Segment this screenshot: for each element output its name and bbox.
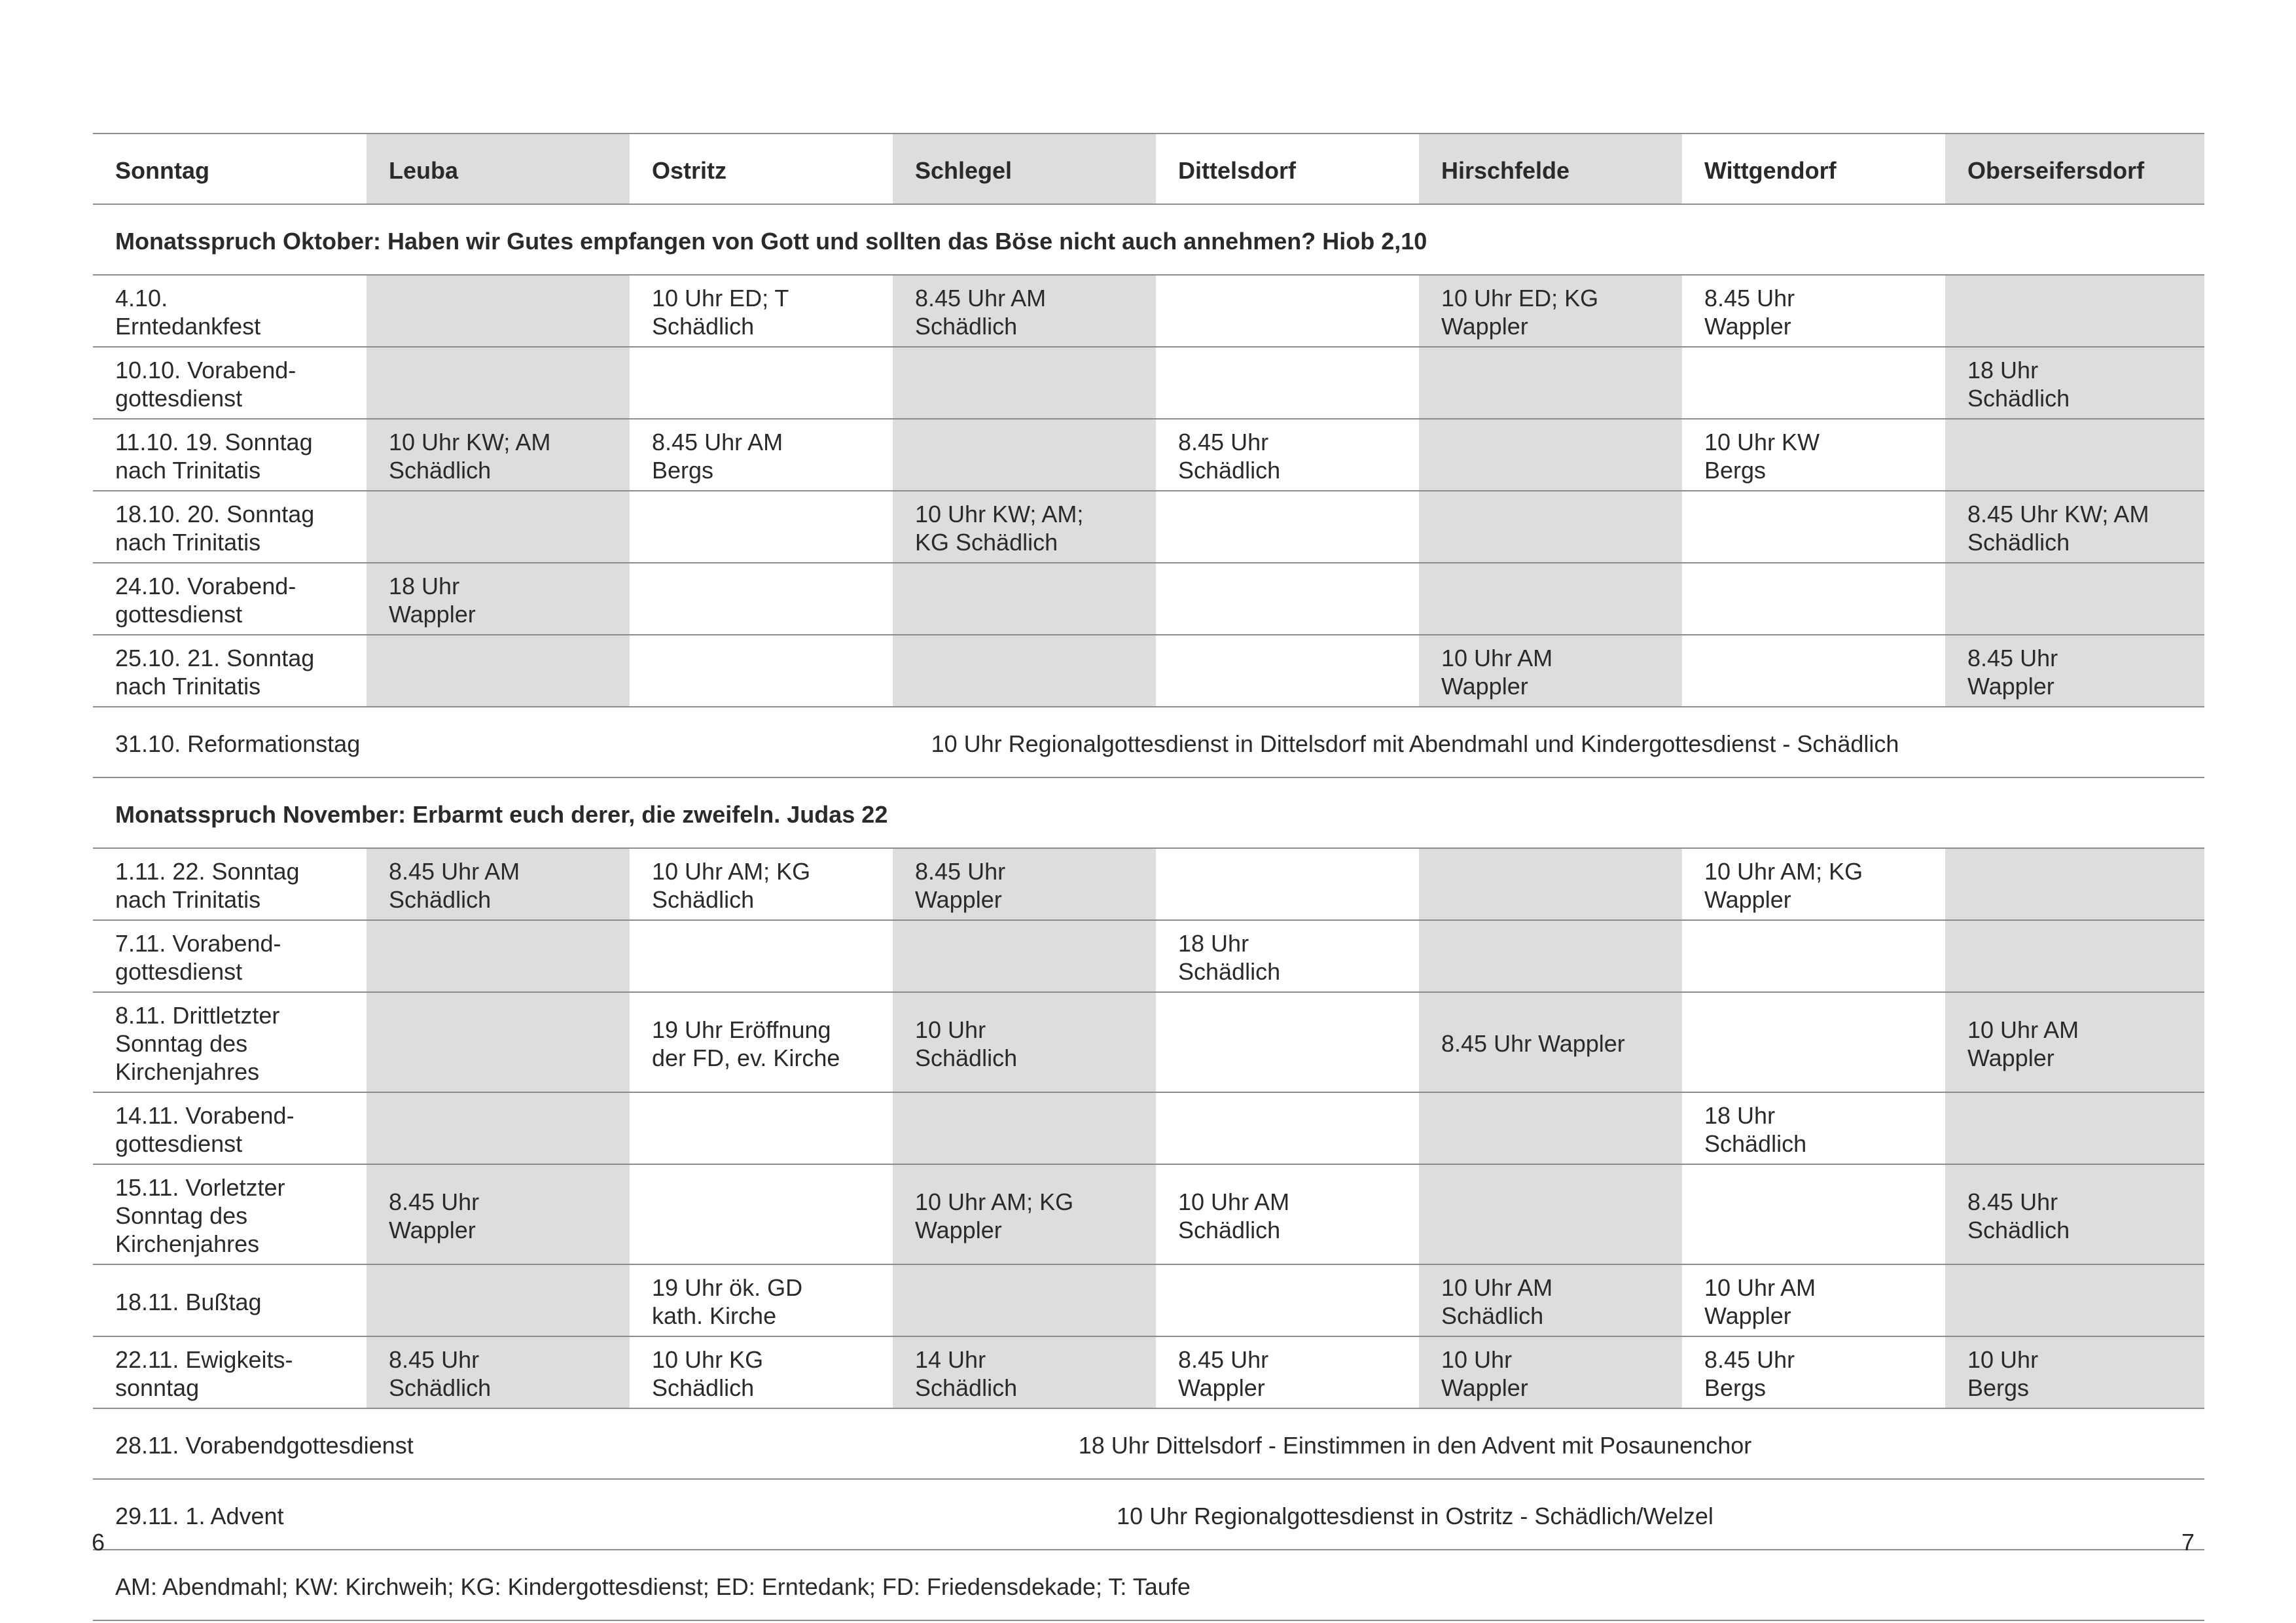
service-cell-hirschfelde [1419,848,1682,920]
cell-text-line: 18 Uhr [1967,357,2039,383]
service-cell-ostritz [630,992,893,1092]
cell-text-line: 4.10. [115,285,168,312]
service-cell-dittelsdorf [1156,992,1419,1092]
cell-text-line: nach Trinitatis [115,529,261,556]
service-cell-dittelsdorf [1156,491,1419,563]
cell-text-line: KG Schädlich [915,529,1058,556]
monatsspruch-row [93,777,2204,848]
schedule-row [93,848,2204,920]
cell-text-line: 15.11. Vorletzter [115,1174,285,1201]
service-date-label: 31.10. Reformationstag [93,707,630,777]
service-cell-ostritz [630,920,893,992]
service-cell-leuba [367,275,630,347]
cell-text-line: 18.10. 20. Sonntag [115,501,315,527]
schedule-row [93,275,2204,347]
cell-text-line: Schädlich [1967,529,2070,556]
service-cell-dittelsdorf [1156,1264,1419,1336]
cell-text-line: 8.45 Uhr [915,858,1006,885]
cell-text-line: Wappler [915,886,1002,913]
cell-text-line: 24.10. Vorabend- [115,573,296,599]
service-description: 18 Uhr Dittelsdorf - Einstimmen in den Advent mit Posaunenchor [630,1408,2204,1479]
service-cell-oberseifersdorf [1945,419,2204,491]
cell-text-line: sonntag [115,1374,200,1401]
service-cell-wittgendorf [1682,1092,1945,1164]
service-cell-ostritz [630,1092,893,1164]
cell-text-line: Kirchenjahres [115,1230,260,1257]
cell-text-line: Wappler [1704,886,1791,913]
schedule-row [93,1264,2204,1336]
regional-service-row [93,707,2204,777]
service-cell-dittelsdorf [1156,635,1419,707]
service-schedule-table [93,133,2204,1621]
cell-text-line: Schädlich [1967,1216,2070,1243]
service-cell-hirschfelde [1419,920,1682,992]
schedule-body [93,134,2204,1620]
cell-text-line: Bergs [1704,457,1767,484]
date-cell [93,1336,367,1408]
cell-text-line: Kirchenjahres [115,1058,260,1085]
cell-text-line: 8.45 Uhr [1704,1346,1795,1373]
cell-text-line: 8.45 Uhr [389,1188,480,1215]
header-dittelsdorf: Dittelsdorf [1156,134,1419,204]
cell-text-line: 10 Uhr ED; T [652,285,789,312]
schedule-row [93,1336,2204,1408]
service-cell-ostritz [630,563,893,635]
schedule-row [93,419,2204,491]
date-cell [93,419,367,491]
cell-text-line: 19 Uhr Eröffnung [652,1016,831,1043]
cell-text-line: 18 Uhr [389,573,460,599]
service-cell-schlegel [893,1164,1156,1264]
cell-text-line: Schädlich [1967,385,2070,412]
service-cell-oberseifersdorf [1945,347,2204,419]
cell-text-line: 10 Uhr AM [1704,1274,1816,1301]
cell-text-line: 18 Uhr [1178,930,1249,957]
service-cell-hirschfelde [1419,1092,1682,1164]
service-cell-dittelsdorf [1156,275,1419,347]
date-cell [93,1092,367,1164]
cell-text-line: Wappler [1441,1374,1528,1401]
cell-text-line: Schädlich [389,1374,492,1401]
service-cell-oberseifersdorf [1945,491,2204,563]
date-cell [93,1164,367,1264]
service-cell-wittgendorf [1682,1164,1945,1264]
monatsspruch-text: Monatsspruch Oktober: Haben wir Gutes empfangen von Gott und sollten das Böse nicht auch annehmen? Hiob 2,10 [93,204,2204,275]
service-cell-wittgendorf [1682,920,1945,992]
service-cell-wittgendorf [1682,419,1945,491]
service-cell-dittelsdorf [1156,347,1419,419]
cell-text-line: Bergs [1704,1374,1767,1401]
service-cell-oberseifersdorf [1945,848,2204,920]
service-cell-leuba [367,491,630,563]
service-cell-hirschfelde [1419,491,1682,563]
cell-text-line: nach Trinitatis [115,673,261,700]
cell-text-line: 8.11. Drittletzter [115,1002,280,1029]
cell-text-line: 10 Uhr KW; AM; [915,501,1084,527]
monatsspruch-text: Monatsspruch November: Erbarmt euch derer, die zweifeln. Judas 22 [93,777,2204,848]
regional-service-row [93,1479,2204,1550]
cell-text-line: 10.10. Vorabend- [115,357,296,383]
cell-text-line: Wappler [1178,1374,1265,1401]
cell-text-line: Sonntag des [115,1030,248,1057]
cell-text-line: 8.45 Uhr [1967,1188,2058,1215]
cell-text-line: 8.45 Uhr Wappler [1441,1030,1625,1057]
service-cell-schlegel [893,1092,1156,1164]
service-cell-hirschfelde [1419,347,1682,419]
cell-text-line: Schädlich [915,1374,1018,1401]
cell-text-line: Wappler [389,601,476,628]
monatsspruch-row [93,204,2204,275]
cell-text-line: Erntedankfest [115,313,261,340]
cell-text-line: 8.45 Uhr [1178,1346,1269,1373]
cell-text-line: 10 Uhr AM [1441,1274,1553,1301]
service-cell-schlegel [893,635,1156,707]
service-cell-oberseifersdorf [1945,1336,2204,1408]
cell-text-line: kath. Kirche [652,1302,777,1329]
service-cell-schlegel [893,992,1156,1092]
service-cell-dittelsdorf [1156,920,1419,992]
service-date-label: 29.11. 1. Advent [93,1479,630,1550]
service-cell-ostritz [630,1164,893,1264]
regional-service-row [93,1408,2204,1479]
cell-text-line: 11.10. 19. Sonntag [115,429,313,455]
header-sonntag: Sonntag [93,134,367,204]
cell-text-line: 10 Uhr [915,1016,986,1043]
header-row [93,134,2204,204]
service-cell-ostritz [630,635,893,707]
cell-text-line: 10 Uhr ED; KG [1441,285,1599,312]
service-cell-wittgendorf [1682,491,1945,563]
service-cell-oberseifersdorf [1945,1092,2204,1164]
cell-text-line: Schädlich [1178,958,1281,985]
service-date-label: 28.11. Vorabendgottesdienst [93,1408,630,1479]
service-cell-ostritz [630,1336,893,1408]
service-cell-hirschfelde [1419,419,1682,491]
cell-text-line: Schädlich [389,886,492,913]
schedule-row [93,992,2204,1092]
schedule-row [93,1164,2204,1264]
service-cell-leuba [367,1264,630,1336]
cell-text-line: 8.45 Uhr AM [389,858,520,885]
cell-text-line: 10 Uhr [1441,1346,1513,1373]
date-cell [93,920,367,992]
cell-text-line: gottesdienst [115,958,243,985]
page-number-left: 6 [92,1529,105,1556]
cell-text-line: Schädlich [652,313,755,340]
cell-text-line: Schädlich [652,1374,755,1401]
date-cell [93,992,367,1092]
header-wittgendorf: Wittgendorf [1682,134,1945,204]
service-cell-schlegel [893,419,1156,491]
date-cell [93,275,367,347]
service-cell-hirschfelde [1419,563,1682,635]
cell-text-line: 10 Uhr KW [1704,429,1820,455]
date-cell [93,635,367,707]
cell-text-line: Bergs [652,457,714,484]
service-cell-schlegel [893,563,1156,635]
cell-text-line: Schädlich [389,457,492,484]
legend-row [93,1550,2204,1620]
service-cell-wittgendorf [1682,635,1945,707]
service-cell-dittelsdorf [1156,1164,1419,1264]
service-cell-wittgendorf [1682,1336,1945,1408]
cell-text-line: 8.45 Uhr AM [652,429,783,455]
service-cell-ostritz [630,275,893,347]
service-cell-schlegel [893,1264,1156,1336]
schedule-row [93,347,2204,419]
header-ostritz: Ostritz [630,134,893,204]
service-cell-wittgendorf [1682,347,1945,419]
header-schlegel: Schlegel [893,134,1156,204]
header-hirschfelde: Hirschfelde [1419,134,1682,204]
service-cell-ostritz [630,491,893,563]
service-cell-leuba [367,1164,630,1264]
service-cell-oberseifersdorf [1945,992,2204,1092]
cell-text-line: 10 Uhr KW; AM [389,429,551,455]
cell-text-line: Wappler [1967,673,2054,700]
service-cell-ostritz [630,419,893,491]
service-cell-hirschfelde [1419,1264,1682,1336]
service-description: 10 Uhr Regionalgottesdienst in Dittelsdorf mit Abendmahl und Kindergottesdienst - Schädlich [630,707,2204,777]
service-cell-schlegel [893,491,1156,563]
service-cell-dittelsdorf [1156,848,1419,920]
service-cell-schlegel [893,275,1156,347]
service-cell-leuba [367,848,630,920]
service-cell-hirschfelde [1419,635,1682,707]
page-number-right: 7 [2181,1529,2195,1556]
service-cell-oberseifersdorf [1945,563,2204,635]
cell-text-line: Schädlich [1441,1302,1544,1329]
cell-text-line: Wappler [389,1216,476,1243]
cell-text-line: 10 Uhr AM [1441,645,1553,671]
schedule-row [93,635,2204,707]
service-cell-leuba [367,419,630,491]
service-cell-oberseifersdorf [1945,920,2204,992]
cell-text-line: Schädlich [1178,457,1281,484]
cell-text-line: Wappler [1704,1302,1791,1329]
service-description: 10 Uhr Regionalgottesdienst in Ostritz - Schädlich/Welzel [630,1479,2204,1550]
schedule-row [93,491,2204,563]
service-cell-oberseifersdorf [1945,275,2204,347]
schedule-row [93,563,2204,635]
service-cell-ostritz [630,347,893,419]
service-cell-leuba [367,1336,630,1408]
service-cell-oberseifersdorf [1945,635,2204,707]
service-cell-leuba [367,635,630,707]
cell-text-line: Schädlich [652,886,755,913]
cell-text-line: 18.11. Bußtag [115,1288,262,1315]
cell-text-line: Schädlich [1178,1216,1281,1243]
service-cell-leuba [367,1092,630,1164]
cell-text-line: 10 Uhr AM [1178,1188,1290,1215]
cell-text-line: 10 Uhr KG [652,1346,764,1373]
cell-text-line: 8.45 Uhr AM [915,285,1047,312]
cell-text-line: 8.45 Uhr [1704,285,1795,312]
service-cell-hirschfelde [1419,1336,1682,1408]
cell-text-line: Sonntag des [115,1202,248,1229]
cell-text-line: 10 Uhr [1967,1346,2039,1373]
service-cell-oberseifersdorf [1945,1164,2204,1264]
cell-text-line: Schädlich [1704,1130,1807,1157]
service-cell-schlegel [893,920,1156,992]
cell-text-line: Wappler [1967,1044,2054,1071]
cell-text-line: der FD, ev. Kirche [652,1044,840,1071]
date-cell [93,848,367,920]
service-cell-wittgendorf [1682,563,1945,635]
service-cell-wittgendorf [1682,848,1945,920]
service-cell-hirschfelde [1419,1164,1682,1264]
service-cell-wittgendorf [1682,1264,1945,1336]
service-cell-leuba [367,992,630,1092]
header-oberseifersdorf: Oberseifersdorf [1945,134,2204,204]
schedule-row [93,920,2204,992]
cell-text-line: Schädlich [915,1044,1018,1071]
schedule-row [93,1092,2204,1164]
cell-text-line: 8.45 Uhr [1178,429,1269,455]
service-cell-schlegel [893,347,1156,419]
cell-text-line: 8.45 Uhr KW; AM [1967,501,2149,527]
cell-text-line: 8.45 Uhr [389,1346,480,1373]
service-cell-dittelsdorf [1156,1336,1419,1408]
cell-text-line: 25.10. 21. Sonntag [115,645,315,671]
service-cell-leuba [367,563,630,635]
service-cell-dittelsdorf [1156,1092,1419,1164]
service-cell-schlegel [893,1336,1156,1408]
cell-text-line: nach Trinitatis [115,457,261,484]
cell-text-line: Schädlich [915,313,1018,340]
cell-text-line: gottesdienst [115,385,243,412]
cell-text-line: 14.11. Vorabend- [115,1102,295,1129]
cell-text-line: Wappler [915,1216,1002,1243]
header-leuba: Leuba [367,134,630,204]
cell-text-line: Bergs [1967,1374,2030,1401]
date-cell [93,347,367,419]
cell-text-line: gottesdienst [115,1130,243,1157]
cell-text-line: Wappler [1441,313,1528,340]
service-cell-hirschfelde [1419,992,1682,1092]
cell-text-line: 18 Uhr [1704,1102,1776,1129]
service-cell-ostritz [630,1264,893,1336]
service-cell-schlegel [893,848,1156,920]
cell-text-line: 10 Uhr AM [1967,1016,2079,1043]
cell-text-line: 22.11. Ewigkeits- [115,1346,293,1373]
cell-text-line: gottesdienst [115,601,243,628]
service-cell-wittgendorf [1682,992,1945,1092]
cell-text-line: 10 Uhr AM; KG [1704,858,1863,885]
cell-text-line: Wappler [1441,673,1528,700]
cell-text-line: 7.11. Vorabend- [115,930,281,957]
date-cell [93,491,367,563]
abbreviation-legend: AM: Abendmahl; KW: Kirchweih; KG: Kindergottesdienst; ED: Erntedank; FD: Friedensdekade; T: Taufe [93,1550,2204,1620]
service-cell-hirschfelde [1419,275,1682,347]
service-cell-leuba [367,347,630,419]
service-cell-dittelsdorf [1156,563,1419,635]
service-cell-ostritz [630,848,893,920]
service-cell-dittelsdorf [1156,419,1419,491]
service-cell-wittgendorf [1682,275,1945,347]
cell-text-line: Wappler [1704,313,1791,340]
date-cell [93,563,367,635]
cell-text-line: 10 Uhr AM; KG [652,858,811,885]
cell-text-line: 14 Uhr [915,1346,986,1373]
service-cell-oberseifersdorf [1945,1264,2204,1336]
cell-text-line: 10 Uhr AM; KG [915,1188,1074,1215]
cell-text-line: 1.11. 22. Sonntag [115,858,300,885]
cell-text-line: nach Trinitatis [115,886,261,913]
date-cell [93,1264,367,1336]
cell-text-line: 19 Uhr ök. GD [652,1274,803,1301]
service-cell-leuba [367,920,630,992]
cell-text-line: 8.45 Uhr [1967,645,2058,671]
